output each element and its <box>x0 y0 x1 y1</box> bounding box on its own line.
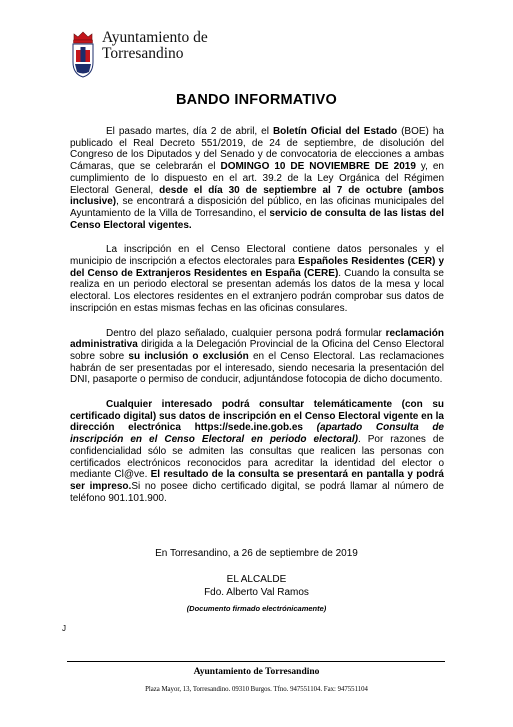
bold-text: Españoles Residentes (CER) y del Censo de Extranjeros Residentes en España (CERE) <box>70 256 445 279</box>
signature-name: Fdo. Alberto Val Ramos <box>204 587 309 598</box>
bold-text: su inclusión o exclusión <box>128 350 249 362</box>
signature-role: EL ALCALDE <box>226 574 287 585</box>
text: en el Censo Electoral. Las reclamaciones habrán de ser presentadas por el interesado, siendo necesaria la presentación del DNI, pasaporte o permiso de conducir, adjuntándose fotocopia de dicho documento. <box>70 350 444 386</box>
body-paragraph <box>70 399 444 504</box>
text: Dentro del plazo señalado, cualquier persona podrá formular <box>106 327 386 339</box>
body-paragraph <box>70 244 444 314</box>
bold-text: reclamación administrativa <box>70 327 444 351</box>
text: , se encontrará a disposición del público, en las oficinas municipales del Ayuntamiento de la Villa de Torresandino, el <box>70 196 444 219</box>
date-line: En Torresandino, a 26 de septiembre de 2019 <box>155 548 358 559</box>
bold-text: El resultado de la consulta se presentará en pantalla y podrá ser impreso. <box>70 469 444 492</box>
page-title: BANDO INFORMATIVO <box>175 92 337 108</box>
footer-divider <box>67 661 445 662</box>
notice-body <box>70 126 444 517</box>
organization-name-line2: Torresandino <box>102 45 184 62</box>
body-paragraph <box>70 126 444 231</box>
letterhead <box>70 30 250 80</box>
organization-name-line1: Ayuntamiento de <box>102 29 208 46</box>
bold-text: servicio de consulta de las listas del Censo Electoral vigentes. <box>70 207 444 231</box>
bold-text: (apartado Consulta de inscripción en el Censo Electoral en periodo electoral) <box>70 422 444 446</box>
stray-mark: J <box>62 624 66 633</box>
coat-of-arms-icon <box>70 30 96 78</box>
text: dirigida a la Delegación Provincial de la Oficina del Censo Electoral sobre sobre <box>70 339 444 362</box>
text: (BOE) ha publicado el Real Decreto 551/2019, de 24 de septiembre, de disolución del Congreso de los Diputados y del Senado y de convocatoria de elecciones a ambas Cámaras, que se celebrarán el <box>70 126 444 173</box>
signature-note: (Documento firmado electrónicamente) <box>186 604 327 613</box>
organization-name <box>102 30 208 62</box>
bold-text: Cualquier interesado podrá consultar telemáticamente (con su certificado digital) sus datos de inscripción en el Censo Electoral vigente en la dirección electrónica https://sede.ine.gob.es <box>70 399 444 434</box>
text: La inscripción en el Censo Electoral contiene datos personales y el municipio de inscripción a efectos electorales para <box>70 244 444 268</box>
text: El pasado martes, día 2 de abril, el <box>106 126 273 137</box>
bold-text: DOMINGO 10 DE NOVIEMBRE DE 2019 <box>220 161 416 173</box>
footer-organization: Ayuntamiento de Torresandino <box>193 667 320 677</box>
footer-address: Plaza Mayor, 13, Torresandino. 09310 Burgos. Tfno. 947551104. Fax: 947551104 <box>145 686 368 693</box>
text: Si no posee dicho certificado digital, se podrá llamar al número de teléfono 901.101.900. <box>70 480 444 504</box>
text: . Cuando la consulta se realiza en un periodo electoral se presentan además los datos de la mesa y local electoral. Los electores residentes en el extranjero podrán comprobar sus datos de inscripción en estas mismas fechas en las oficinas consulares. <box>70 267 444 314</box>
bold-text: desde el día 30 de septiembre al 7 de octubre (ambos inclusive) <box>70 184 444 208</box>
body-paragraph <box>70 328 444 387</box>
bold-text: Boletín Oficial del Estado <box>272 126 398 137</box>
text: y, en cumplimiento de lo dispuesto en el art. 39.2 de la Ley Orgánica del Régimen Electoral General, <box>70 161 444 196</box>
text: . Por razones de confidencialidad sólo se admiten las consultas que realicen las personas con certificados electrónicos reconocidos para acreditar la identidad del elector o mediante Cl@ve. <box>70 434 445 481</box>
